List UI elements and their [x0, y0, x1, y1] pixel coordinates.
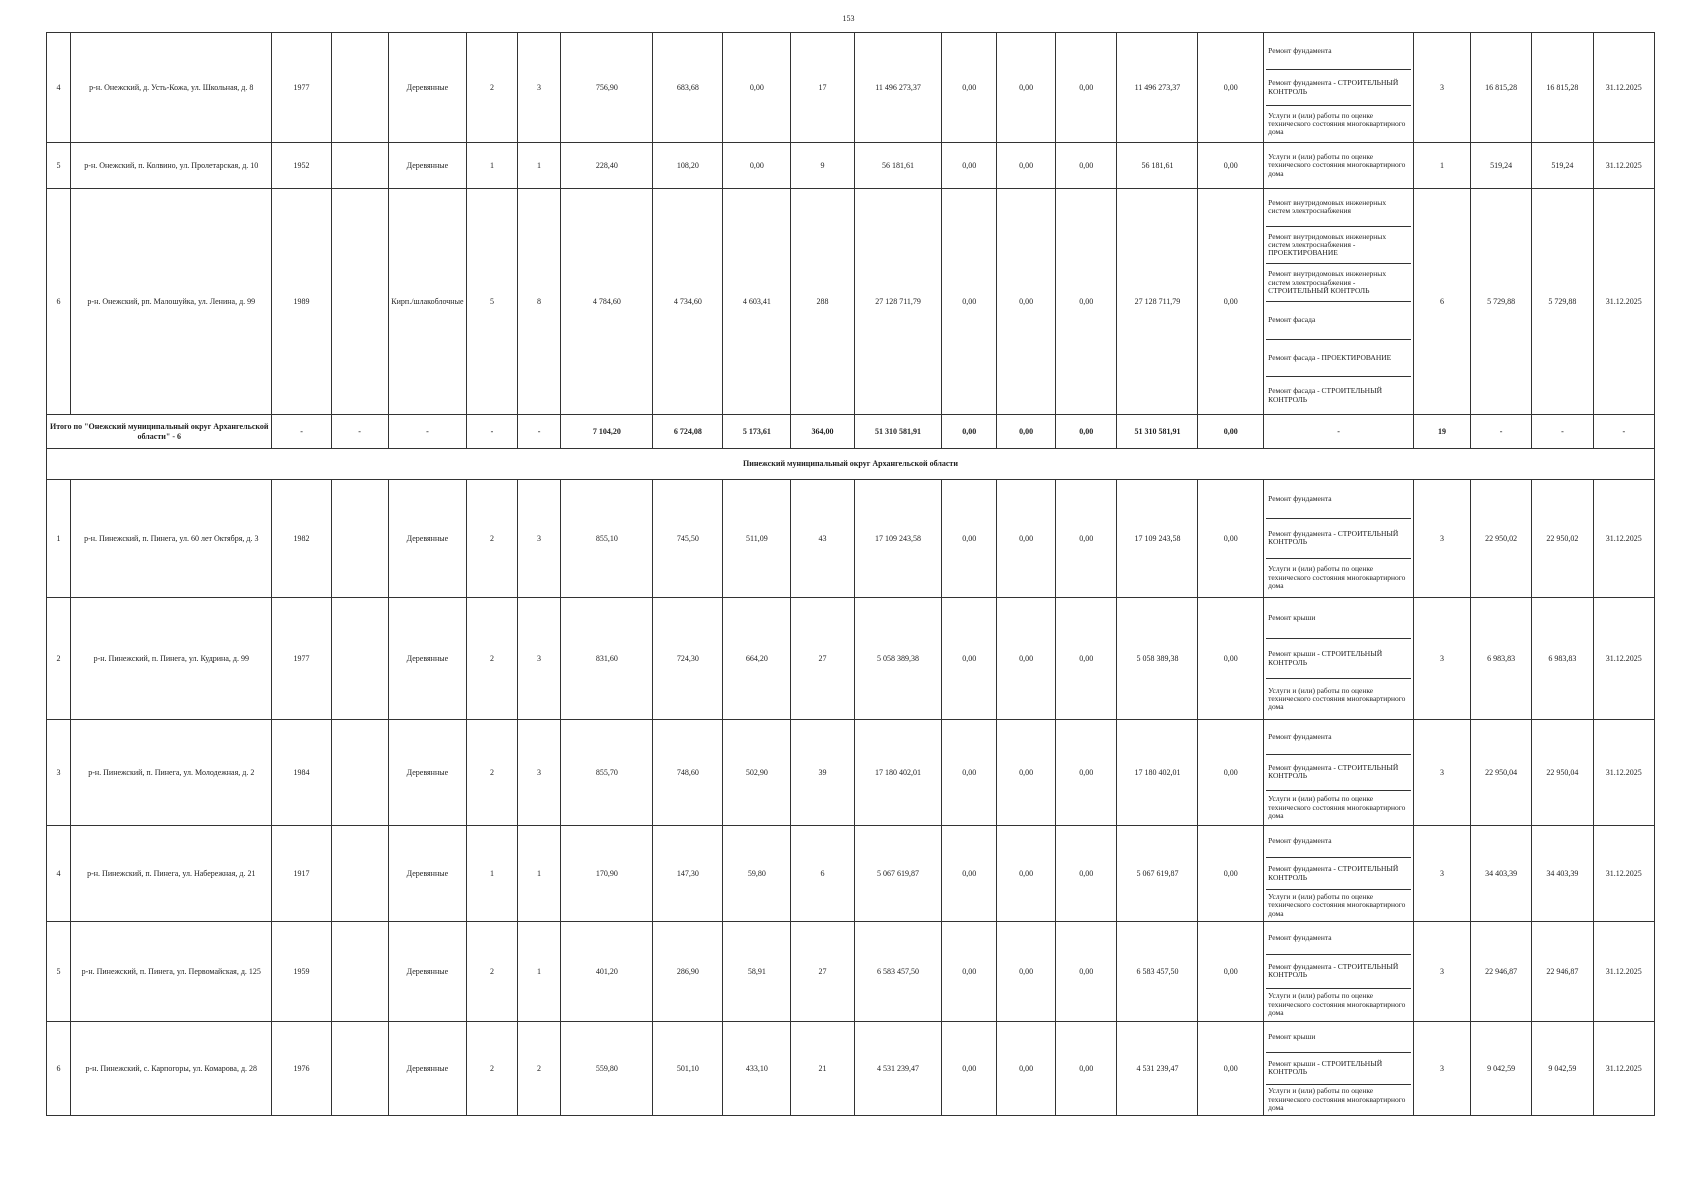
cell-address: р-н. Пинежский, п. Пинега, ул. 60 лет Октября, д. 3 — [71, 480, 272, 598]
total-dash: - — [272, 415, 331, 449]
cell-unit-cost: 16 815,28 — [1470, 33, 1531, 143]
cell-address: р-н. Пинежский, с. Карпогоры, ул. Комарова, д. 28 — [71, 1022, 272, 1116]
cell-owners: 4 531 239,47 — [1117, 1022, 1198, 1116]
cell-floors: 2 — [467, 480, 517, 598]
cell-repair-year — [331, 1022, 388, 1116]
table-row — [47, 1022, 1655, 1116]
cell-material: Деревянные — [388, 720, 467, 826]
cell-repair-year — [331, 189, 388, 415]
cell-address: р-н. Пинежский, п. Пинега, ул. Молодежная, д. 2 — [71, 720, 272, 826]
cell-total-area: 170,90 — [561, 826, 653, 922]
cell-other: 0,00 — [1198, 480, 1264, 598]
work-item: Ремонт внутридомовых инженерных систем электроснабжения — [1266, 189, 1411, 227]
cell-owners: 56 181,61 — [1117, 143, 1198, 189]
cell-n: 3 — [47, 720, 71, 826]
cell-works-count: 1 — [1414, 143, 1471, 189]
cell-n: 5 — [47, 143, 71, 189]
cell-entrances: 3 — [517, 480, 561, 598]
cell-total-area: 855,10 — [561, 480, 653, 598]
work-item: Ремонт фасада - ПРОЕКТИРОВАНИЕ — [1266, 340, 1411, 378]
work-item: Ремонт фундамента — [1266, 33, 1411, 70]
table-row — [47, 143, 1655, 189]
cell-year: 1976 — [272, 1022, 331, 1116]
cell-residents: 27 — [791, 922, 854, 1022]
cell-other-area: 502,90 — [723, 720, 791, 826]
cell-entrances: 3 — [517, 33, 561, 143]
cell-floors: 2 — [467, 598, 517, 720]
cell-n: 2 — [47, 598, 71, 720]
work-item: Ремонт внутридомовых инженерных систем электроснабжения - ПРОЕКТИРОВАНИЕ — [1266, 227, 1411, 265]
cell-region: 0,00 — [997, 922, 1056, 1022]
cell-region: 0,00 — [997, 1022, 1056, 1116]
cell-works — [1264, 598, 1414, 720]
cell-living-area: 745,50 — [653, 480, 723, 598]
cell-owners: 6 583 457,50 — [1117, 922, 1198, 1022]
cell-other: 0,00 — [1198, 598, 1264, 720]
total-area: 7 104,20 — [561, 415, 653, 449]
table-row — [47, 33, 1655, 143]
cell-municipal: 0,00 — [1056, 826, 1117, 922]
cell-living-area: 147,30 — [653, 826, 723, 922]
cell-year: 1982 — [272, 480, 331, 598]
cell-works-count: 3 — [1414, 720, 1471, 826]
cell-works — [1264, 143, 1414, 189]
work-item: Ремонт крыши — [1266, 1022, 1411, 1053]
work-item: Ремонт крыши — [1266, 598, 1411, 639]
cell-region: 0,00 — [997, 143, 1056, 189]
cell-region: 0,00 — [997, 480, 1056, 598]
cell-residents: 17 — [791, 33, 854, 143]
cell-address: р-н. Пинежский, п. Пинега, ул. Кудрина, д. 99 — [71, 598, 272, 720]
cell-entrances: 1 — [517, 922, 561, 1022]
cell-region: 0,00 — [997, 189, 1056, 415]
cell-residents: 9 — [791, 143, 854, 189]
cell-works — [1264, 720, 1414, 826]
cell-deadline: 31.12.2025 — [1593, 826, 1654, 922]
cell-repair-year — [331, 598, 388, 720]
cell-total-area: 831,60 — [561, 598, 653, 720]
total-cost: 51 310 581,91 — [854, 415, 942, 449]
total-dash: - — [517, 415, 561, 449]
total-dash: - — [1470, 415, 1531, 449]
cell-material: Деревянные — [388, 33, 467, 143]
table-row — [47, 480, 1655, 598]
cell-address: р-н. Пинежский, п. Пинега, ул. Первомайская, д. 125 — [71, 922, 272, 1022]
cell-works-count: 3 — [1414, 826, 1471, 922]
cell-max-cost: 16 815,28 — [1532, 33, 1593, 143]
cell-living-area: 108,20 — [653, 143, 723, 189]
table-row — [47, 922, 1655, 1022]
work-item: Ремонт фасада - СТРОИТЕЛЬНЫЙ КОНТРОЛЬ — [1268, 386, 1383, 404]
cell-residents: 6 — [791, 826, 854, 922]
cell-material: Деревянные — [388, 480, 467, 598]
cell-residents: 43 — [791, 480, 854, 598]
cell-works — [1264, 189, 1414, 415]
total-dash: - — [1264, 415, 1414, 449]
cell-living-area: 748,60 — [653, 720, 723, 826]
cell-fund: 0,00 — [942, 826, 997, 922]
cell-municipal: 0,00 — [1056, 189, 1117, 415]
cell-n: 4 — [47, 826, 71, 922]
cell-unit-cost: 34 403,39 — [1470, 826, 1531, 922]
cell-entrances: 1 — [517, 143, 561, 189]
work-item: Ремонт фундамента - СТРОИТЕЛЬНЫЙ КОНТРОЛЬ — [1266, 755, 1411, 790]
cell-floors: 2 — [467, 922, 517, 1022]
cell-cost-total: 4 531 239,47 — [854, 1022, 942, 1116]
cell-entrances: 1 — [517, 826, 561, 922]
cell-other: 0,00 — [1198, 1022, 1264, 1116]
cell-fund: 0,00 — [942, 143, 997, 189]
cell-material: Деревянные — [388, 1022, 467, 1116]
cell-repair-year — [331, 826, 388, 922]
cell-residents: 21 — [791, 1022, 854, 1116]
cell-other-area: 511,09 — [723, 480, 791, 598]
cell-living-area: 724,30 — [653, 598, 723, 720]
cell-cost-total: 27 128 711,79 — [854, 189, 942, 415]
cell-max-cost: 519,24 — [1532, 143, 1593, 189]
cell-entrances: 8 — [517, 189, 561, 415]
cell-other-area: 0,00 — [723, 33, 791, 143]
cell-works — [1264, 826, 1414, 922]
cell-works — [1264, 922, 1414, 1022]
cell-address: р-н. Онежский, д. Усть-Кожа, ул. Школьная, д. 8 — [71, 33, 272, 143]
total-fund: 0,00 — [942, 415, 997, 449]
cell-entrances: 3 — [517, 598, 561, 720]
cell-max-cost: 5 729,88 — [1532, 189, 1593, 415]
cell-deadline: 31.12.2025 — [1593, 598, 1654, 720]
cell-region: 0,00 — [997, 33, 1056, 143]
cell-fund: 0,00 — [942, 598, 997, 720]
cell-max-cost: 22 950,02 — [1532, 480, 1593, 598]
cell-n: 6 — [47, 189, 71, 415]
work-item: Ремонт фундамента — [1266, 480, 1411, 519]
capital-repair-register-table — [46, 32, 1655, 1116]
cell-owners: 5 058 389,38 — [1117, 598, 1198, 720]
total-other: 0,00 — [1198, 415, 1264, 449]
cell-works — [1264, 33, 1414, 143]
cell-floors: 2 — [467, 33, 517, 143]
table-row — [47, 598, 1655, 720]
cell-works-count: 3 — [1414, 480, 1471, 598]
cell-other: 0,00 — [1198, 189, 1264, 415]
table-row — [47, 826, 1655, 922]
work-item: Ремонт крыши - СТРОИТЕЛЬНЫЙ КОНТРОЛЬ — [1266, 1053, 1411, 1084]
total-dash: - — [467, 415, 517, 449]
cell-cost-total: 5 058 389,38 — [854, 598, 942, 720]
work-item: Ремонт фундамента - СТРОИТЕЛЬНЫЙ КОНТРОЛЬ — [1266, 519, 1411, 558]
work-item: Услуги и (или) работы по оценке технического состояния многоквартирного дома — [1268, 892, 1406, 918]
cell-cost-total: 11 496 273,37 — [854, 33, 942, 143]
cell-municipal: 0,00 — [1056, 33, 1117, 143]
cell-unit-cost: 22 950,04 — [1470, 720, 1531, 826]
cell-other-area: 664,20 — [723, 598, 791, 720]
cell-living-area: 683,68 — [653, 33, 723, 143]
total-residents: 364,00 — [791, 415, 854, 449]
cell-deadline: 31.12.2025 — [1593, 189, 1654, 415]
cell-n: 4 — [47, 33, 71, 143]
cell-max-cost: 9 042,59 — [1532, 1022, 1593, 1116]
cell-year: 1917 — [272, 826, 331, 922]
work-item: Ремонт внутридомовых инженерных систем электроснабжения - СТРОИТЕЛЬНЫЙ КОНТРОЛЬ — [1266, 264, 1411, 302]
work-item: Услуги и (или) работы по оценке технического состояния многоквартирного дома — [1268, 110, 1406, 137]
cell-year: 1989 — [272, 189, 331, 415]
onezhsky-rows — [47, 33, 1655, 415]
table-row — [47, 189, 1655, 415]
cell-max-cost: 22 950,04 — [1532, 720, 1593, 826]
cell-year: 1984 — [272, 720, 331, 826]
cell-floors: 1 — [467, 826, 517, 922]
cell-works-count: 3 — [1414, 1022, 1471, 1116]
cell-works-count: 3 — [1414, 922, 1471, 1022]
total-label: Итого по "Онежский муниципальный округ Архангельской области" - 6 — [47, 415, 272, 449]
cell-living-area: 501,10 — [653, 1022, 723, 1116]
cell-residents: 39 — [791, 720, 854, 826]
cell-n: 5 — [47, 922, 71, 1022]
cell-other: 0,00 — [1198, 33, 1264, 143]
cell-municipal: 0,00 — [1056, 598, 1117, 720]
total-living-area: 6 724,08 — [653, 415, 723, 449]
total-region: 0,00 — [997, 415, 1056, 449]
section-title: Пинежский муниципальный округ Архангельской области — [47, 449, 1655, 480]
cell-total-area: 756,90 — [561, 33, 653, 143]
work-item: Ремонт фундамента — [1266, 826, 1411, 858]
pinezhsky-rows — [47, 480, 1655, 1116]
cell-n: 1 — [47, 480, 71, 598]
page-number: 153 — [842, 14, 855, 23]
cell-cost-total: 17 109 243,58 — [854, 480, 942, 598]
cell-fund: 0,00 — [942, 720, 997, 826]
work-item: Ремонт фасада — [1266, 302, 1411, 340]
cell-deadline: 31.12.2025 — [1593, 922, 1654, 1022]
table-row — [47, 720, 1655, 826]
cell-deadline: 31.12.2025 — [1593, 480, 1654, 598]
cell-region: 0,00 — [997, 826, 1056, 922]
cell-material: Деревянные — [388, 922, 467, 1022]
total-owners: 51 310 581,91 — [1117, 415, 1198, 449]
total-other-area: 5 173,61 — [723, 415, 791, 449]
total-row — [47, 415, 1655, 449]
cell-fund: 0,00 — [942, 1022, 997, 1116]
cell-other-area: 0,00 — [723, 143, 791, 189]
cell-deadline: 31.12.2025 — [1593, 33, 1654, 143]
cell-unit-cost: 5 729,88 — [1470, 189, 1531, 415]
cell-other: 0,00 — [1198, 922, 1264, 1022]
cell-year: 1977 — [272, 33, 331, 143]
cell-other-area: 433,10 — [723, 1022, 791, 1116]
cell-region: 0,00 — [997, 720, 1056, 826]
cell-year: 1959 — [272, 922, 331, 1022]
cell-floors: 1 — [467, 143, 517, 189]
cell-total-area: 4 784,60 — [561, 189, 653, 415]
cell-unit-cost: 22 946,87 — [1470, 922, 1531, 1022]
cell-fund: 0,00 — [942, 922, 997, 1022]
onezhsky-total — [47, 415, 1655, 449]
cell-municipal: 0,00 — [1056, 720, 1117, 826]
cell-municipal: 0,00 — [1056, 1022, 1117, 1116]
cell-entrances: 2 — [517, 1022, 561, 1116]
cell-cost-total: 17 180 402,01 — [854, 720, 942, 826]
work-item: Услуги и (или) работы по оценке технического состояния многоквартирного дома — [1268, 685, 1406, 712]
cell-owners: 27 128 711,79 — [1117, 189, 1198, 415]
cell-cost-total: 56 181,61 — [854, 143, 942, 189]
cell-other: 0,00 — [1198, 826, 1264, 922]
cell-works-count: 3 — [1414, 598, 1471, 720]
work-item: Ремонт фундамента — [1266, 922, 1411, 955]
cell-other: 0,00 — [1198, 143, 1264, 189]
cell-owners: 17 109 243,58 — [1117, 480, 1198, 598]
cell-address: р-н. Пинежский, п. Пинега, ул. Набережная, д. 21 — [71, 826, 272, 922]
cell-works-count: 6 — [1414, 189, 1471, 415]
cell-material: Кирп./шлакоблочные — [388, 189, 467, 415]
cell-fund: 0,00 — [942, 33, 997, 143]
total-dash: - — [1593, 415, 1654, 449]
work-item: Ремонт фундамента - СТРОИТЕЛЬНЫЙ КОНТРОЛЬ — [1266, 955, 1411, 988]
cell-living-area: 4 734,60 — [653, 189, 723, 415]
cell-deadline: 31.12.2025 — [1593, 143, 1654, 189]
cell-other-area: 58,91 — [723, 922, 791, 1022]
cell-residents: 288 — [791, 189, 854, 415]
work-item: Ремонт крыши - СТРОИТЕЛЬНЫЙ КОНТРОЛЬ — [1266, 639, 1411, 680]
cell-total-area: 559,80 — [561, 1022, 653, 1116]
cell-works — [1264, 1022, 1414, 1116]
cell-other: 0,00 — [1198, 720, 1264, 826]
cell-municipal: 0,00 — [1056, 922, 1117, 1022]
cell-works-count: 3 — [1414, 33, 1471, 143]
cell-material: Деревянные — [388, 826, 467, 922]
cell-deadline: 31.12.2025 — [1593, 720, 1654, 826]
cell-floors: 5 — [467, 189, 517, 415]
cell-other-area: 4 603,41 — [723, 189, 791, 415]
cell-repair-year — [331, 720, 388, 826]
cell-material: Деревянные — [388, 143, 467, 189]
cell-other-area: 59,80 — [723, 826, 791, 922]
cell-total-area: 228,40 — [561, 143, 653, 189]
cell-unit-cost: 519,24 — [1470, 143, 1531, 189]
cell-n: 6 — [47, 1022, 71, 1116]
total-works-count: 19 — [1414, 415, 1471, 449]
cell-repair-year — [331, 33, 388, 143]
cell-owners: 11 496 273,37 — [1117, 33, 1198, 143]
cell-unit-cost: 22 950,02 — [1470, 480, 1531, 598]
cell-unit-cost: 6 983,83 — [1470, 598, 1531, 720]
cell-living-area: 286,90 — [653, 922, 723, 1022]
cell-material: Деревянные — [388, 598, 467, 720]
cell-cost-total: 5 067 619,87 — [854, 826, 942, 922]
cell-region: 0,00 — [997, 598, 1056, 720]
cell-deadline: 31.12.2025 — [1593, 1022, 1654, 1116]
cell-fund: 0,00 — [942, 189, 997, 415]
cell-repair-year — [331, 922, 388, 1022]
cell-repair-year — [331, 143, 388, 189]
work-item: Ремонт фундамента - СТРОИТЕЛЬНЫЙ КОНТРОЛЬ — [1266, 70, 1411, 107]
work-item: Услуги и (или) работы по оценке технического состояния многоквартирного дома — [1268, 1086, 1406, 1112]
cell-owners: 17 180 402,01 — [1117, 720, 1198, 826]
total-dash: - — [331, 415, 388, 449]
work-item: Ремонт фундамента — [1266, 720, 1411, 755]
cell-unit-cost: 9 042,59 — [1470, 1022, 1531, 1116]
cell-cost-total: 6 583 457,50 — [854, 922, 942, 1022]
cell-total-area: 401,20 — [561, 922, 653, 1022]
work-item: Ремонт фундамента - СТРОИТЕЛЬНЫЙ КОНТРОЛЬ — [1266, 858, 1411, 890]
cell-entrances: 3 — [517, 720, 561, 826]
cell-total-area: 855,70 — [561, 720, 653, 826]
total-municipal: 0,00 — [1056, 415, 1117, 449]
cell-year: 1952 — [272, 143, 331, 189]
work-item: Услуги и (или) работы по оценке технического состояния многоквартирного дома — [1268, 564, 1406, 590]
cell-works — [1264, 480, 1414, 598]
cell-municipal: 0,00 — [1056, 480, 1117, 598]
cell-floors: 2 — [467, 720, 517, 826]
total-dash: - — [1532, 415, 1593, 449]
cell-municipal: 0,00 — [1056, 143, 1117, 189]
work-item: Услуги и (или) работы по оценке технического состояния многоквартирного дома — [1268, 152, 1406, 178]
cell-address: р-н. Онежский, п. Колвино, ул. Пролетарская, д. 10 — [71, 143, 272, 189]
cell-year: 1977 — [272, 598, 331, 720]
cell-floors: 2 — [467, 1022, 517, 1116]
pinezhsky-section — [47, 449, 1655, 480]
total-dash: - — [388, 415, 467, 449]
cell-owners: 5 067 619,87 — [1117, 826, 1198, 922]
cell-residents: 27 — [791, 598, 854, 720]
cell-fund: 0,00 — [942, 480, 997, 598]
cell-max-cost: 34 403,39 — [1532, 826, 1593, 922]
cell-repair-year — [331, 480, 388, 598]
cell-address: р-н. Онежский, рп. Малошуйка, ул. Ленина, д. 99 — [71, 189, 272, 415]
work-item: Услуги и (или) работы по оценке технического состояния многоквартирного дома — [1268, 794, 1406, 820]
work-item: Услуги и (или) работы по оценке технического состояния многоквартирного дома — [1268, 991, 1406, 1017]
cell-max-cost: 22 946,87 — [1532, 922, 1593, 1022]
cell-max-cost: 6 983,83 — [1532, 598, 1593, 720]
